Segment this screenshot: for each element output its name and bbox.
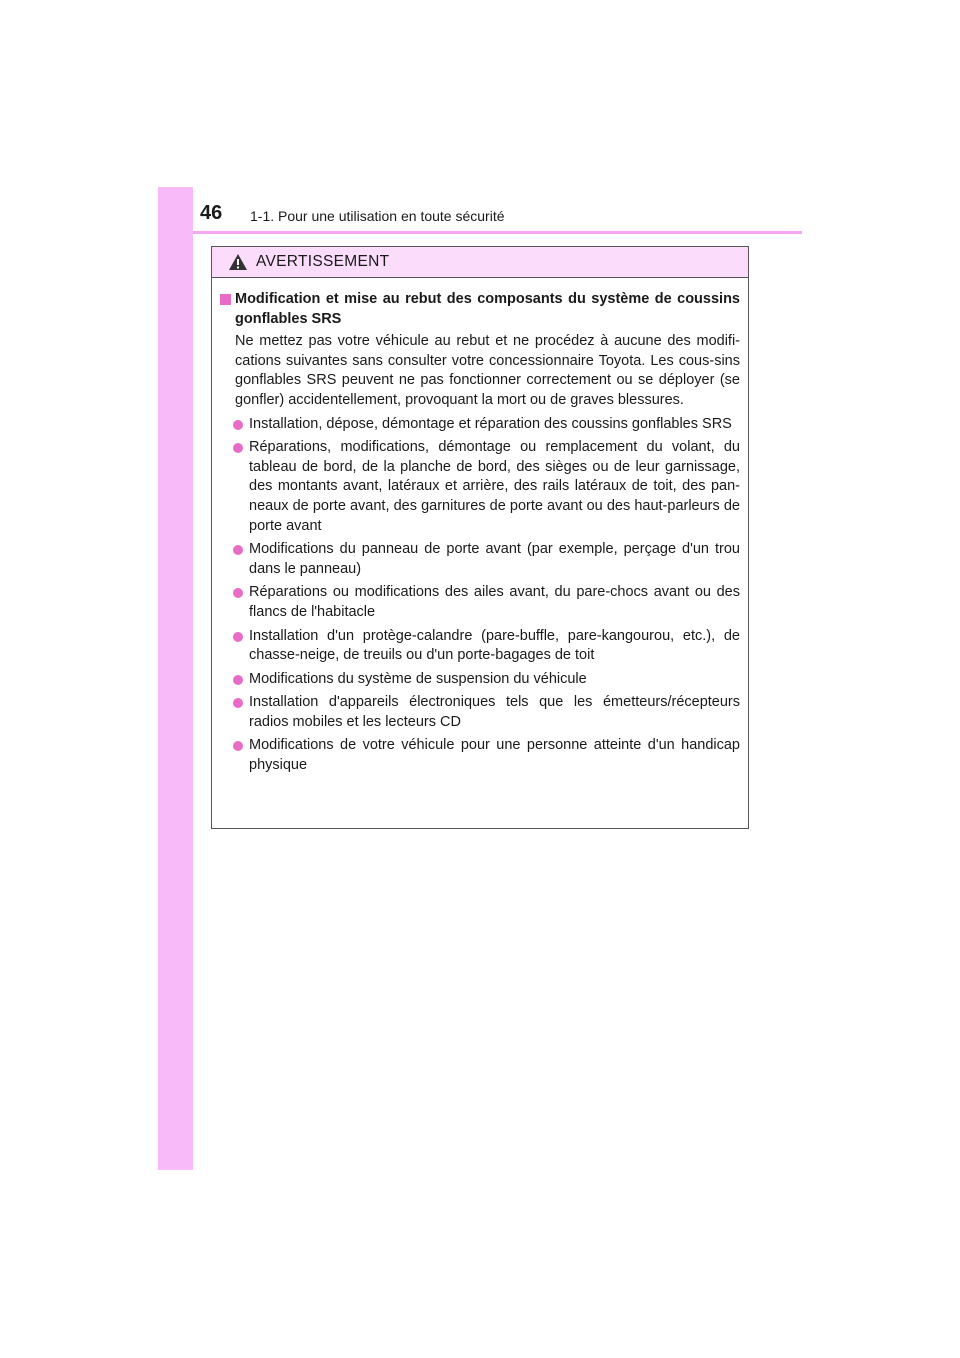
header-rule xyxy=(193,231,802,234)
side-band xyxy=(158,187,193,1170)
bullet-dot-icon xyxy=(233,698,243,708)
bullet-dot-icon xyxy=(233,675,243,685)
list-item xyxy=(220,627,740,666)
list-item-text: Modifications du panneau de porte avant (par exemple, perçage d'un trou dans le panneau) xyxy=(249,541,740,577)
page-number: 46 xyxy=(200,202,223,224)
list-item-text: Installation d'appareils électroniques tels que les émetteurs/récepteurs radios mobiles et les lecteurs CD xyxy=(249,694,740,730)
warning-header xyxy=(212,247,748,278)
list-item-text: Réparations ou modifications des ailes avant, du pare-chocs avant ou des flancs de l'habitacle xyxy=(249,584,740,620)
list-item xyxy=(220,693,740,732)
list-item-text: Réparations, modifications, démontage ou remplacement du volant, du tableau de bord, de la planche de bord, des sièges ou de leur garnissage, des montants avant, latéraux et arrière, des rails latéraux de toit, des pan-neaux de porte avant, des garnitures de porte avant ou des haut-parleurs de porte avant xyxy=(249,439,740,534)
bullet-dot-icon xyxy=(233,443,243,453)
bullet-dot-icon xyxy=(233,545,243,555)
list-item-text: Modifications du système de suspension du véhicule xyxy=(249,670,587,687)
topic-text: Modification et mise au rebut des composants du système de coussins gonflables SRS xyxy=(235,291,740,327)
section-title: 1-1. Pour une utilisation en toute sécurité xyxy=(250,208,505,224)
warning-triangle-icon xyxy=(228,253,248,271)
warning-box xyxy=(211,246,749,829)
list-item xyxy=(220,540,740,579)
square-bullet-icon xyxy=(220,294,231,305)
intro-paragraph: Ne mettez pas votre véhicule au rebut et ne procédez à aucune des modifi-cations suivantes sans consulter votre concessionnaire Toyota. Les cous-sins gonflables SRS peuvent ne pas fonctionner correctement ou se déployer (se gonfler) accidentellement, provoquant la mort ou de graves blessures. xyxy=(235,333,740,408)
list-item xyxy=(220,583,740,622)
list-item-text: Modifications de votre véhicule pour une personne atteinte d'un handicap physique xyxy=(249,737,740,774)
bullet-dot-icon xyxy=(233,632,243,642)
bullet-dot-icon xyxy=(233,420,243,430)
topic-heading xyxy=(220,290,740,329)
warning-title: AVERTISSEMENT xyxy=(256,253,390,270)
list-item-text: Installation d'un protège-calandre (pare-buffle, pare-kangourou, etc.), de chasse-neige, de treuils ou d'un porte-bagages de toit xyxy=(249,627,740,664)
list-item xyxy=(220,438,740,536)
list-item-text: Installation, dépose, démontage et réparation des coussins gonflables SRS xyxy=(249,415,732,432)
bullet-dot-icon xyxy=(233,741,243,751)
warning-body xyxy=(212,278,748,776)
list-item xyxy=(220,670,740,690)
list-item xyxy=(220,736,740,775)
list-item xyxy=(220,415,740,435)
bullet-dot-icon xyxy=(233,588,243,598)
